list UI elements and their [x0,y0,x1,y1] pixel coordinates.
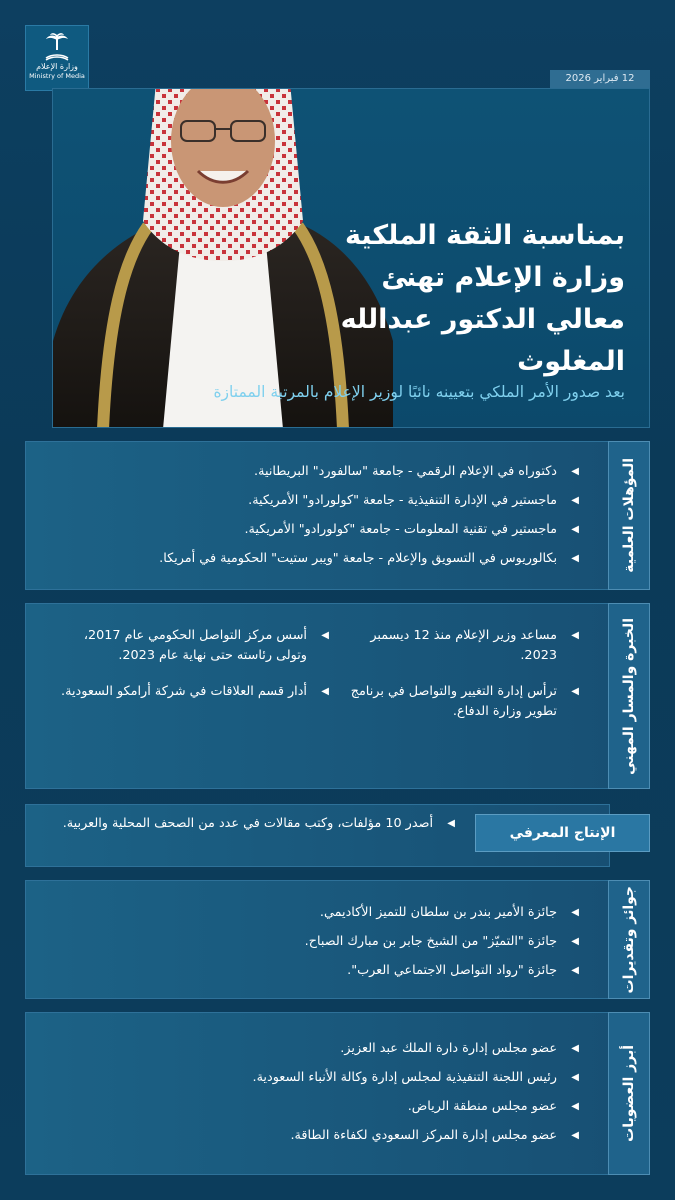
arrow-left-icon: ◀ [571,1043,579,1054]
experience-tab [608,603,650,789]
memberships-list [38,1039,579,1155]
list-item [38,1097,579,1116]
awards-section [25,880,650,999]
hero-panel [52,88,650,428]
list-item-text: جائزة "رواد التواصل الاجتماعي العرب". [347,963,557,978]
list-item-text: ماجستير في الإدارة التنفيذية - جامعة "كولورادو" الأمريكية. [248,493,557,508]
awards-title: جوائز وتقديرات [621,885,637,994]
qualifications-title: المؤهلات العلمية [621,458,637,573]
list-item-text: عضو مجلس منطقة الرياض. [407,1099,557,1114]
memberships-section [25,1012,650,1175]
arrow-left-icon: ◀ [571,1072,579,1083]
list-item [38,1126,579,1145]
arrow-left-icon: ◀ [321,630,329,641]
experience-title: الخبرة والمسار المهني [621,617,637,775]
list-item [59,626,329,666]
memberships-tab [608,1012,650,1175]
hero-subtitle: بعد صدور الأمر الملكي بتعيينه نائبًا لوزير الإعلام بالمرتبة الممتازة [213,383,625,401]
arrow-left-icon: ◀ [447,818,455,829]
arrow-left-icon: ◀ [571,553,579,564]
list-item-text: أسس مركز التواصل الحكومي عام 2017، وتولى رئاسته حتى نهاية عام 2023. [83,628,307,663]
date-badge: 12 فبراير 2026 [550,70,650,88]
arrow-left-icon: ◀ [571,495,579,506]
list-item [59,682,329,702]
list-item [38,932,579,951]
list-item [38,1068,579,1087]
logo-name-en: Ministry of Media [29,72,85,80]
list-item [38,1039,579,1058]
list-item-text: جائزة الأمير بندر بن سلطان للتميز الأكاديمي. [319,905,557,920]
list-item [344,682,579,722]
arrow-left-icon: ◀ [321,686,329,697]
production-title: الإنتاج المعرفي [475,814,650,852]
list-item [344,626,579,666]
experience-left-list [59,626,329,718]
list-item [38,961,579,980]
hero-title-line-2: وزارة الإعلام تهنئ [381,262,625,293]
experience-section [25,603,650,789]
list-item [38,549,579,568]
list-item-text: ماجستير في تقنية المعلومات - جامعة "كولورادو" الأمريكية. [244,522,557,537]
list-item-text: رئيس اللجنة التنفيذية لمجلس إدارة وكالة الأنباء السعودية. [252,1070,557,1085]
qualifications-list [38,462,579,578]
list-item-text: عضو مجلس إدارة دارة الملك عبد العزيز. [340,1041,557,1056]
hero-title-line-3: معالي الدكتور عبدالله المغلوث [340,304,625,377]
arrow-left-icon: ◀ [571,965,579,976]
list-item [38,462,579,481]
list-item-text: بكالوريوس في التسويق والإعلام - جامعة "ويبر ستيت" الحكومية في أمريكا. [159,551,557,566]
list-item [38,520,579,539]
hero-title-line-1: بمناسبة الثقة الملكية [345,220,625,251]
memberships-title: أبرز العضويات [621,1045,637,1142]
production-text-content: أصدر 10 مؤلفات، وكتب مقالات في عدد من الصحف المحلية والعربية. [62,816,433,831]
hero-title [245,215,625,383]
qualifications-tab [608,441,650,590]
arrow-left-icon: ◀ [571,630,579,641]
list-item-text: دكتوراه في الإعلام الرقمي - جامعة "سالفورد" البريطانية. [254,464,557,479]
arrow-left-icon: ◀ [571,1101,579,1112]
list-item-text: مساعد وزير الإعلام منذ 12 ديسمبر 2023. [370,628,557,663]
production-section [25,804,650,867]
qualifications-section [25,441,650,590]
arrow-left-icon: ◀ [571,1130,579,1141]
awards-tab [608,880,650,999]
palm-swords-emblem-icon [40,32,74,62]
list-item-text: أدار قسم العلاقات في شركة أرامكو السعودية. [61,684,307,699]
logo-name-ar: وزارة الإعلام [36,62,78,71]
arrow-left-icon: ◀ [571,936,579,947]
ministry-logo [25,25,89,91]
arrow-left-icon: ◀ [571,907,579,918]
list-item [38,903,579,922]
production-text [37,814,455,834]
list-item-text: عضو مجلس إدارة المركز السعودي لكفاءة الطاقة. [290,1128,557,1143]
arrow-left-icon: ◀ [571,466,579,477]
arrow-left-icon: ◀ [571,686,579,697]
awards-list [38,903,579,990]
list-item-text: جائزة "التميّز" من الشيخ جابر بن مبارك الصباح. [304,934,557,949]
list-item-text: ترأس إدارة التغيير والتواصل في برنامج تطوير وزارة الدفاع. [350,684,557,719]
experience-right-list [344,626,579,738]
list-item [38,491,579,510]
arrow-left-icon: ◀ [571,524,579,535]
